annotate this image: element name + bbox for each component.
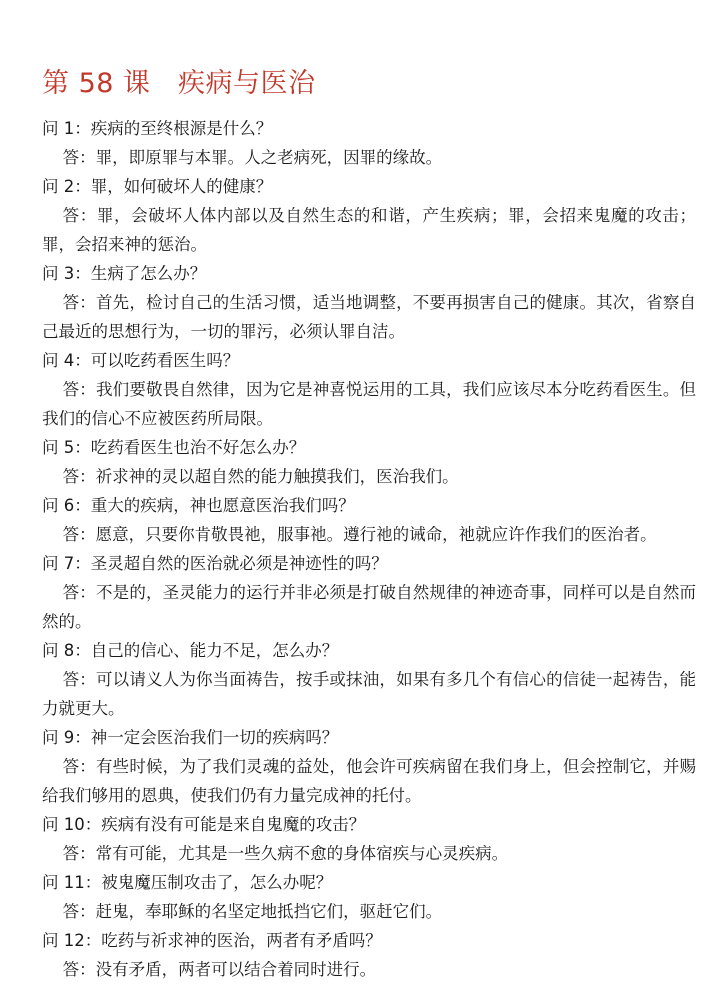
qa-item bbox=[42, 549, 696, 636]
question-text: 问 5：吃药看医生也治不好怎么办？ bbox=[42, 438, 306, 457]
answer-text: 答：不是的，圣灵能力的运行并非必须是打破自然规律的神迹奇事，同样可以是自然而然的。 bbox=[42, 583, 696, 631]
question-text: 问 2：罪，如何破坏人的健康？ bbox=[42, 177, 273, 196]
question-text: 问 6：重大的疾病，神也愿意医治我们吗？ bbox=[42, 496, 355, 515]
qa-item bbox=[42, 810, 696, 868]
answer-text: 答：赶鬼，奉耶稣的名坚定地抵挡它们，驱赶它们。 bbox=[62, 902, 443, 921]
answer-text: 答：祈求神的灵以超自然的能力触摸我们，医治我们。 bbox=[62, 467, 459, 486]
lesson-title: 第 58 课 疾病与医治 bbox=[42, 68, 316, 99]
question-text: 问 4：可以吃药看医生吗？ bbox=[42, 351, 240, 370]
qa-item bbox=[42, 868, 696, 926]
question-text: 问 1：疾病的至终根源是什么？ bbox=[42, 119, 273, 138]
question-text: 问 11：被鬼魔压制攻击了，怎么办呢？ bbox=[42, 873, 333, 892]
document-page bbox=[42, 66, 696, 984]
question-text: 问 7：圣灵超自然的医治就必须是神迹性的吗？ bbox=[42, 554, 388, 573]
question-text: 问 9：神一定会医治我们一切的疾病吗？ bbox=[42, 728, 339, 747]
answer-text: 答：没有矛盾，两者可以结合着同时进行。 bbox=[62, 960, 377, 979]
question-text: 问 8：自己的信心、能力不足，怎么办？ bbox=[42, 641, 339, 660]
answer-text: 答：罪，会破坏人体内部以及自然生态的和谐，产生疾病；罪，会招来鬼魔的攻击；罪，会招来神的惩治。 bbox=[42, 206, 696, 254]
answer-text: 答：罪，即原罪与本罪。人之老病死，因罪的缘故。 bbox=[62, 148, 443, 167]
question-text: 问 3：生病了怎么办？ bbox=[42, 264, 207, 283]
answer-text: 答：常有可能，尤其是一些久病不愈的身体宿疾与心灵疾病。 bbox=[62, 844, 509, 863]
qa-item bbox=[42, 172, 696, 259]
qa-item bbox=[42, 636, 696, 723]
answer-text: 答：有些时候，为了我们灵魂的益处，他会许可疾病留在我们身上，但会控制它，并赐给我们够用的恩典，使我们仍有力量完成神的托付。 bbox=[42, 757, 696, 805]
qa-item bbox=[42, 114, 696, 172]
qa-item bbox=[42, 346, 696, 433]
qa-item bbox=[42, 926, 696, 984]
qa-item bbox=[42, 259, 696, 346]
question-text: 问 12：吃药与祈求神的医治，两者有矛盾吗？ bbox=[42, 931, 382, 950]
qa-item bbox=[42, 433, 696, 491]
answer-text: 答：我们要敬畏自然律，因为它是神喜悦运用的工具，我们应该尽本分吃药看医生。但我们的信心不应被医药所局限。 bbox=[42, 380, 696, 428]
answer-text: 答：首先，检讨自己的生活习惯，适当地调整，不要再损害自己的健康。其次，省察自己最近的思想行为，一切的罪污，必须认罪自洁。 bbox=[42, 293, 696, 341]
question-text: 问 10：疾病有没有可能是来自鬼魔的攻击？ bbox=[42, 815, 366, 834]
answer-text: 答：愿意，只要你肯敬畏祂，服事祂。遵行祂的诫命，祂就应许作我们的医治者。 bbox=[62, 525, 657, 544]
qa-list bbox=[42, 114, 696, 984]
qa-item bbox=[42, 723, 696, 810]
qa-item bbox=[42, 491, 696, 549]
answer-text: 答：可以请义人为你当面祷告，按手或抹油，如果有多几个有信心的信徒一起祷告，能力就更大。 bbox=[42, 670, 696, 718]
